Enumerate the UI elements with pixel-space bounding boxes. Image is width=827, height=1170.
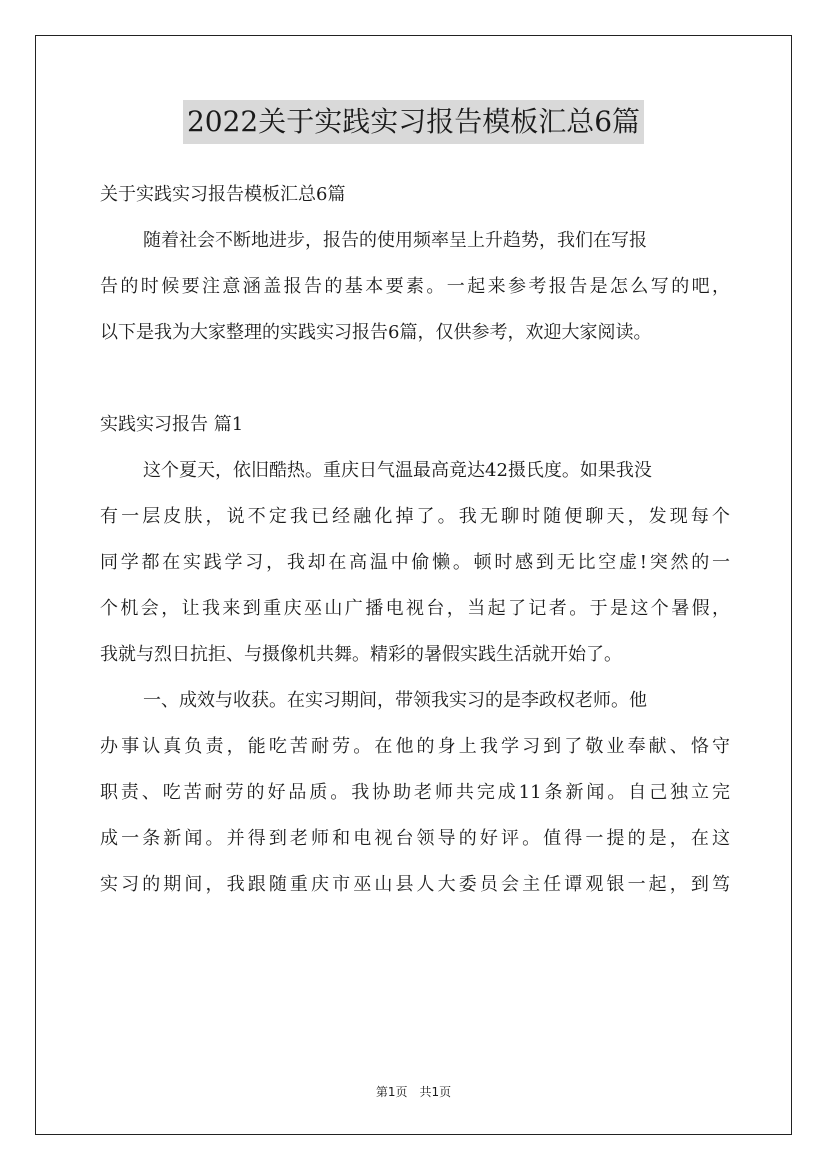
para1-line-1: 这个夏天，依旧酷热。重庆日气温最高竟达42摄氏度。如果我没: [143, 460, 652, 481]
para1-line-5: 我就与烈日抗拒、与摄像机共舞。精彩的暑假实践生活就开始了。: [100, 644, 622, 665]
title-container: [0, 100, 827, 144]
section-heading: 实践实习报告 篇1: [100, 414, 244, 435]
document-subtitle: 关于实践实习报告模板汇总6篇: [100, 184, 346, 205]
page-footer: [0, 1083, 827, 1100]
document-body: [100, 172, 730, 908]
para1-line-2: 有一层皮肤，说不定我已经融化掉了。我无聊时随便聊天，发现每个: [100, 506, 730, 527]
spacer: [100, 356, 730, 402]
para2-line-2: 办事认真负责，能吃苦耐劳。在他的身上我学习到了敬业奉献、恪守: [100, 736, 730, 757]
intro-line-1: 随着社会不断地进步，报告的使用频率呈上升趋势，我们在写报: [143, 230, 647, 251]
document-title: 2022关于实践实习报告模板汇总6篇: [183, 100, 644, 144]
para1-line-3: 同学都在实践学习，我却在高温中偷懒。顿时感到无比空虚!突然的一: [100, 552, 730, 573]
para2-line-4: 成一条新闻。并得到老师和电视台领导的好评。值得一提的是，在这: [100, 828, 730, 849]
para1-line-4: 个机会，让我来到重庆巫山广播电视台，当起了记者。于是这个暑假，: [100, 598, 730, 619]
intro-line-2: 告的时候要注意涵盖报告的基本要素。一起来参考报告是怎么写的吧，: [100, 276, 730, 297]
para2-line-5: 实习的期间，我跟随重庆市巫山县人大委员会主任谭观银一起，到笃: [100, 874, 730, 895]
para2-line-1: 一、成效与收获。在实习期间，带领我实习的是李政权老师。他: [143, 690, 647, 711]
page-number: 第1页: [375, 1085, 408, 1099]
page-total: 共1页: [419, 1085, 452, 1099]
intro-line-3: 以下是我为大家整理的实践实习报告6篇，仅供参考，欢迎大家阅读。: [100, 322, 652, 343]
para2-line-3: 职责、吃苦耐劳的好品质。我协助老师共完成11条新闻。自己独立完: [100, 782, 730, 803]
